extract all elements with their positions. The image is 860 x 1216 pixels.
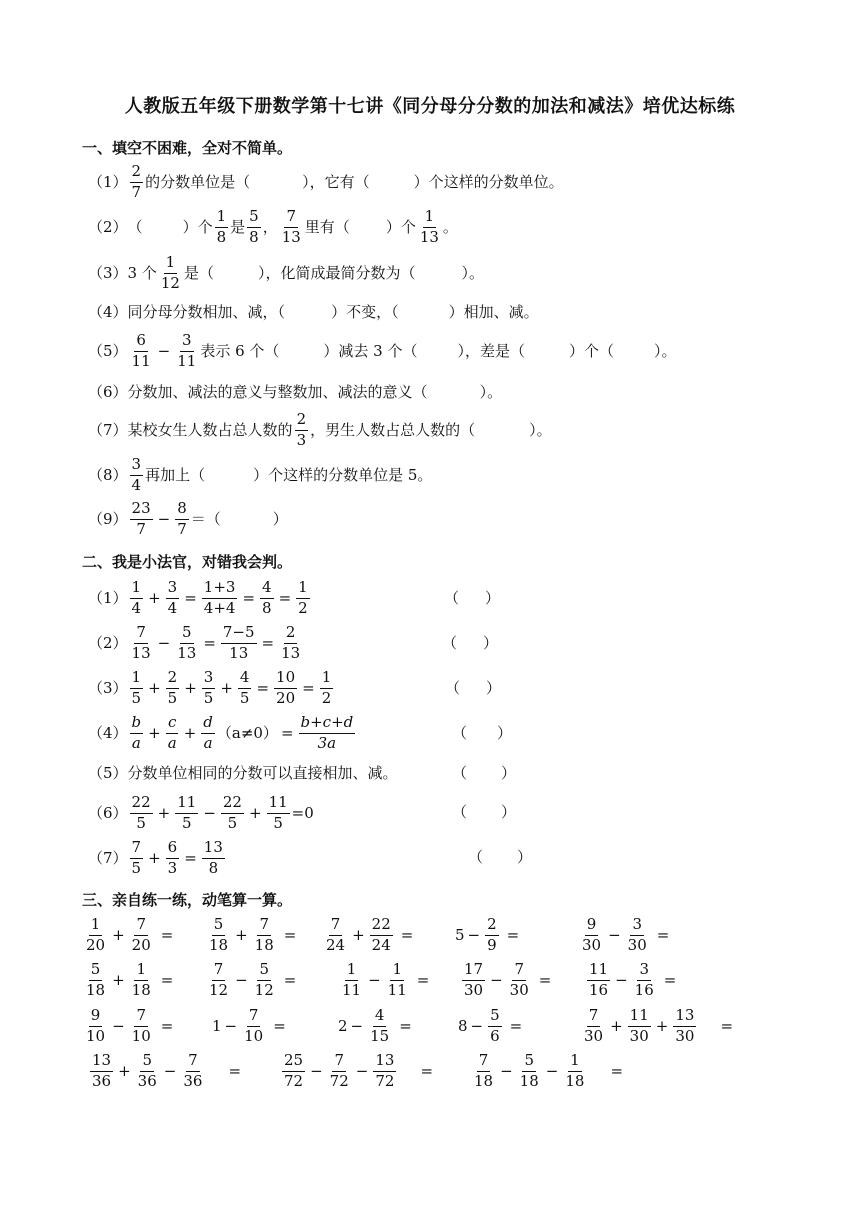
s1-q6: （6） 分数加、减法的意义与整数加、减法的意义（ ）。 <box>88 383 503 401</box>
section1-heading: 一、填空不困难，全对不简单。 <box>82 139 293 157</box>
calc-exercise: 17 30 − $\frac{7}{30}$ = <box>464 960 552 999</box>
fraction: 1 20 <box>86 915 106 954</box>
fraction: $\frac{1}{18}$ <box>565 1051 585 1090</box>
fraction: $\frac{1}{11}$ <box>387 960 407 999</box>
section2-heading: 二、我是小法官，对错我会判。 <box>82 553 293 571</box>
q-text: 的分数单位是（ <box>145 172 251 191</box>
s1-q4: （4） 同分母分数相加、减，（ ）不变，（ ）相加、减。 <box>88 303 539 321</box>
calc-exercise: 9 30 − $\frac{3}{30}$ = <box>582 915 670 954</box>
s1-q2: （2） （ ）个 1 8 是 5 8 ， 7 13 里有（ ）个 1 13 。 <box>88 207 458 246</box>
fraction: $\frac{7}{18}$ <box>254 915 274 954</box>
calc-exercise: 11 16 − $\frac{3}{16}$ = <box>589 960 677 999</box>
s2-q4: （4） b a + $\frac{c}{a}$ + $\frac{d}{a}$ （a≠0） = $\frac{b+c+d}{3a}$ <box>88 713 354 752</box>
s1-q3: （3） 3 个 1 12 是（ ），化简成最简分数为（ ）。 <box>88 253 484 292</box>
calc-exercise: 5 18 + $\frac{1}{18}$ = <box>86 960 174 999</box>
fraction: 11 16 <box>589 960 609 999</box>
fraction: $\frac{3}{30}$ <box>627 915 647 954</box>
fraction: $\frac{7}{36}$ <box>183 1051 203 1090</box>
fraction: 1 11 <box>342 960 362 999</box>
fraction: $\frac{7}{10}$ <box>131 1006 151 1045</box>
fraction: 7 30 <box>584 1006 604 1045</box>
fraction: 7 12 <box>209 960 229 999</box>
fraction: $\frac{22}{24}$ <box>371 915 391 954</box>
calc-exercise: 9 10 − $\frac{7}{10}$ = <box>86 1006 174 1045</box>
s1-q5: （5） 6 11 − $\frac{3}{11}$ 表示 6 个（ ）减去 3 个（ ），差是（ ）个（ ）。 <box>88 331 677 370</box>
calc-exercise: 5 − $\frac{2}{9}$ = <box>455 915 520 954</box>
s2-q5: （5） 分数单位相同的分数可以直接相加、减。 <box>88 764 398 782</box>
s2-q7: （7） 7 5 + $\frac{6}{3}$ = $\frac{13}{8}$ <box>88 838 223 877</box>
judge-paren[interactable]: （ ） <box>452 724 513 742</box>
fraction: $\frac{13}{72}$ <box>375 1051 395 1090</box>
calc-exercise: 1 20 + $\frac{7}{20}$ = <box>86 915 174 954</box>
fraction: $\frac{2}{9}$ <box>487 915 497 954</box>
fraction: 7 18 <box>474 1051 494 1090</box>
judge-paren[interactable]: （ ） <box>468 848 533 866</box>
calc-exercise: 2 − $\frac{4}{15}$ = <box>338 1006 412 1045</box>
fraction: $\frac{5}{6}$ <box>490 1006 500 1045</box>
fraction: $\frac{7}{30}$ <box>509 960 529 999</box>
calc-exercise: 7 18 − $\frac{5}{18}$ − $\frac{1}{18}$ = <box>474 1051 624 1090</box>
fraction: 9 10 <box>86 1006 106 1045</box>
judge-paren[interactable]: （ ） <box>442 634 499 652</box>
fraction: $\frac{13}{30}$ <box>675 1006 695 1045</box>
q-index: （1） <box>88 172 128 191</box>
calc-exercise: 1 11 − $\frac{1}{11}$ = <box>342 960 430 999</box>
q-text: ）个这样的分数单位。 <box>413 172 564 191</box>
fraction: $\frac{7}{72}$ <box>329 1051 349 1090</box>
s1-q9: （9） 23 7 − $\frac{8}{7}$ ＝（ ） <box>88 499 288 538</box>
s2-q3: （3） 1 5 + $\frac{2}{5}$ + $\frac{3}{5}$ + $\frac{4}{5}$ = $\frac{10}{20}$ = $\frac{1}{2}$ <box>88 668 332 707</box>
s2-q6: （6） 22 5 + $\frac{11}{5}$ − $\frac{22}{5}$ + $\frac{11}{5}$ =0 <box>88 793 314 832</box>
calc-exercise: 1 − $\frac{7}{10}$ = <box>212 1006 286 1045</box>
section3-heading: 三、亲自练一练，动笔算一算。 <box>82 891 293 909</box>
judge-paren[interactable]: （ ） <box>445 679 502 697</box>
judge-paren[interactable]: （ ） <box>444 589 501 607</box>
fraction: $\frac{5}{36}$ <box>137 1051 157 1090</box>
fraction: 9 30 <box>582 915 602 954</box>
fraction: 13 36 <box>92 1051 112 1090</box>
s1-q7: （7） 某校女生人数占总人数的 2 3 ，男生人数占总人数的（ ）。 <box>88 410 552 449</box>
calc-exercise: 13 36 + $\frac{5}{36}$ − $\frac{7}{36}$ = <box>92 1051 242 1090</box>
s1-q8: （8） 3 4 再加上（ ）个这样的分数单位是 5。 <box>88 455 433 494</box>
fraction: $\frac{3}{16}$ <box>634 960 654 999</box>
judge-paren[interactable]: （ ） <box>452 803 517 821</box>
s2-q1: （1） 1 4 + $\frac{3}{4}$ = $\frac{1+3}{4+4}$ = $\frac{4}{8}$ = $\frac{1}{2}$ <box>88 578 308 617</box>
calc-exercise: 25 72 − $\frac{7}{72}$ − $\frac{13}{72}$ = <box>284 1051 434 1090</box>
calc-exercise: 8 − $\frac{5}{6}$ = <box>458 1006 523 1045</box>
s2-q2: （2） 7 13 − $\frac{5}{13}$ = $\frac{7-5}{13}$ = $\frac{2}{13}$ <box>88 623 301 662</box>
calc-exercise: 7 24 + $\frac{22}{24}$ = <box>326 915 414 954</box>
q-text: ），它有（ <box>302 172 370 191</box>
calc-exercise: 5 18 + $\frac{7}{18}$ = <box>209 915 297 954</box>
calc-exercise: 7 30 + $\frac{11}{30}$ + $\frac{13}{30}$ = <box>584 1006 734 1045</box>
fraction: 25 72 <box>284 1051 304 1090</box>
fraction: 17 30 <box>464 960 484 999</box>
fraction: $\frac{5}{12}$ <box>254 960 274 999</box>
fraction: 5 18 <box>86 960 106 999</box>
fraction: $\frac{7}{20}$ <box>131 915 151 954</box>
page-title: 人教版五年级下册数学第十七讲《同分母分分数的加法和减法》培优达标练 <box>124 96 736 117</box>
fraction: $\frac{1}{18}$ <box>131 960 151 999</box>
fraction: 5 18 <box>209 915 229 954</box>
s1-q1 <box>88 164 564 201</box>
fraction: $\frac{7}{10}$ <box>244 1006 264 1045</box>
fraction: 7 24 <box>326 915 346 954</box>
judge-paren[interactable]: （ ） <box>452 764 517 782</box>
calc-exercise: 7 12 − $\frac{5}{12}$ = <box>209 960 297 999</box>
fraction: $\frac{11}{30}$ <box>629 1006 649 1045</box>
fraction: $\frac{5}{18}$ <box>519 1051 539 1090</box>
fraction: $\frac{4}{15}$ <box>370 1006 390 1045</box>
fraction: 2 7 <box>131 162 142 201</box>
